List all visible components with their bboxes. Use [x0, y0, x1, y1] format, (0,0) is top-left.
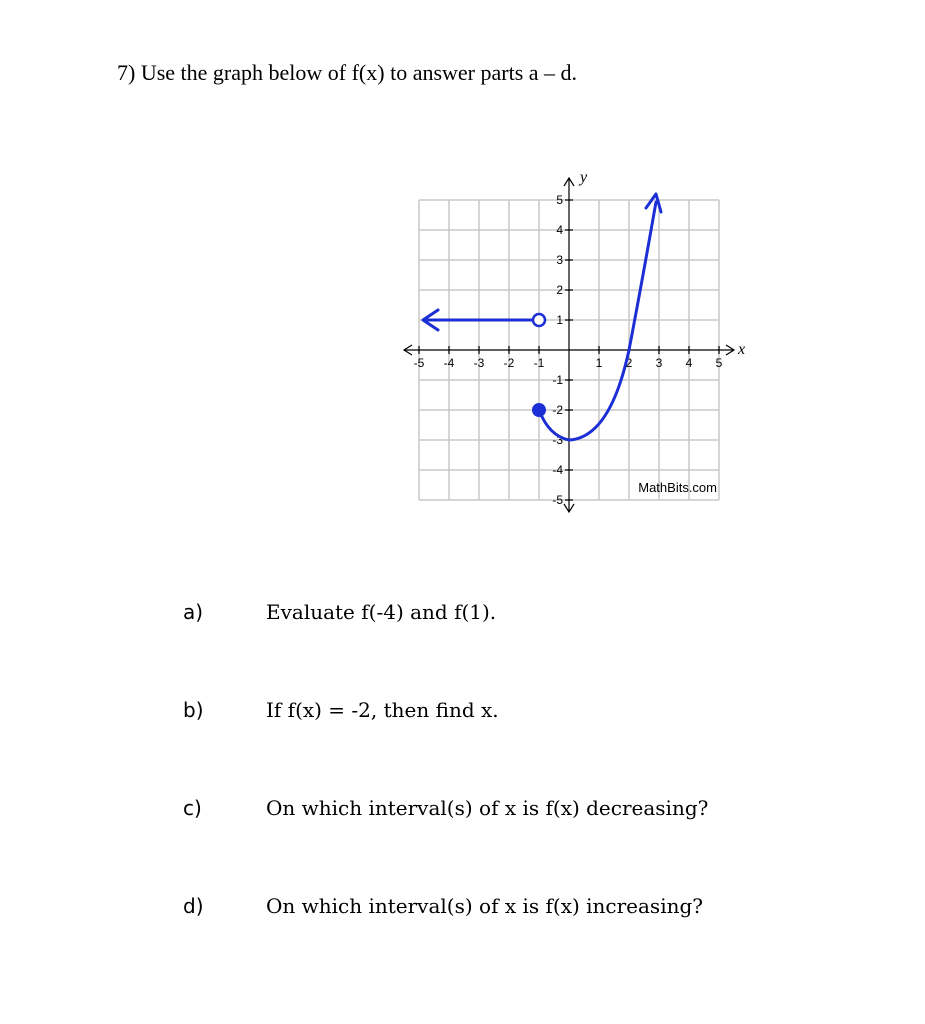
y-tick-label: -5 — [552, 493, 563, 507]
part-b-label: b) — [183, 698, 204, 722]
y-tick-label: 2 — [556, 283, 563, 297]
x-tick-label: 1 — [595, 356, 603, 370]
part-a-text: Evaluate f(-4) and f(1). — [266, 600, 497, 624]
x-tick-label: -4 — [443, 356, 455, 370]
y-axis-label: y — [580, 169, 588, 186]
axes — [404, 178, 734, 512]
y-tick-label: 3 — [556, 253, 563, 267]
x-tick-label: 4 — [685, 356, 693, 370]
part-a-label: a) — [183, 600, 204, 624]
part-b-text: If f(x) = -2, then find x. — [266, 698, 499, 722]
y-tick-label: -4 — [552, 463, 563, 477]
function-graph — [380, 160, 760, 520]
x-tick-label: -3 — [473, 356, 485, 370]
closed-circle-endpoint — [533, 404, 545, 416]
x-tick-label: -2 — [503, 356, 515, 370]
y-tick-label: 1 — [556, 313, 563, 327]
question-title: 7) Use the graph below of f(x) to answer parts a – d. — [117, 60, 578, 85]
x-tick-label: 3 — [655, 356, 663, 370]
open-circle-endpoint — [533, 314, 545, 326]
part-c-label: c) — [183, 796, 202, 820]
x-axis-label: x — [738, 341, 746, 358]
x-tick-label: -5 — [413, 356, 425, 370]
y-tick-label: -1 — [552, 373, 563, 387]
x-tick-label: 5 — [715, 356, 723, 370]
x-tick-label: -1 — [533, 356, 545, 370]
mathbits-watermark: MathBits.com — [638, 480, 717, 495]
y-tick-label: 4 — [556, 223, 563, 237]
x-tick-label: 2 — [625, 356, 633, 370]
y-tick-label: -2 — [552, 403, 563, 417]
part-d-text: On which interval(s) of x is f(x) increasing? — [266, 894, 703, 918]
part-d-label: d) — [183, 894, 204, 918]
part-c-text: On which interval(s) of x is f(x) decreasing? — [266, 796, 709, 820]
y-tick-label: -3 — [552, 433, 563, 447]
y-tick-label: 5 — [556, 193, 563, 207]
